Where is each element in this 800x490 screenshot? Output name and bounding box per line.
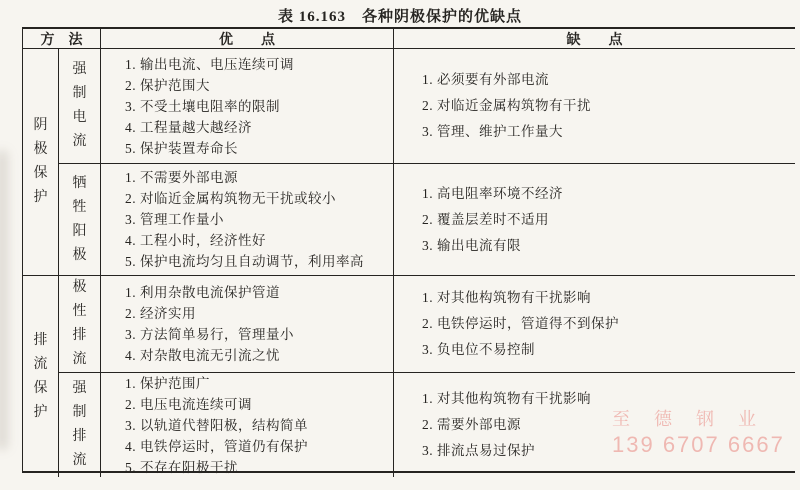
- cons-item: 3. 管理、维护工作量大: [422, 124, 563, 139]
- pros-cell: [101, 373, 394, 477]
- group-label-char: 流: [33, 356, 48, 372]
- table-section: [23, 49, 795, 275]
- pros-item: 4. 电铁停运时，管道仍有保护: [125, 438, 308, 454]
- watermark-company: 至德钢业: [612, 409, 780, 429]
- pros-cons-table: [22, 27, 795, 473]
- pros-item: 1. 保护范围广: [125, 375, 210, 391]
- method-label: [59, 49, 100, 163]
- header-pros: 优 点: [101, 29, 394, 48]
- method-label-char: 强: [72, 62, 87, 77]
- group-label-char: 极: [33, 142, 48, 157]
- pros-item: 3. 方法简单易行，管理量小: [125, 327, 294, 342]
- group-label-char: 保: [33, 166, 48, 181]
- cons-cell: [394, 164, 795, 275]
- table-body: [23, 49, 795, 477]
- cons-item: 2. 需要外部电源: [422, 417, 521, 432]
- pros-item: 3. 管理工作量小: [125, 212, 224, 227]
- method-label-char: 排: [72, 429, 87, 444]
- method-label-char: 流: [72, 453, 87, 468]
- method-cell: [59, 164, 101, 275]
- pros-item: 5. 保护电流均匀且自动调节，利用率高: [125, 254, 364, 269]
- pros-item: 4. 工程小时，经济性好: [125, 233, 266, 248]
- pros-item: 1. 利用杂散电流保护管道: [125, 285, 280, 300]
- cons-item: 2. 对临近金属构筑物有干扰: [422, 98, 591, 113]
- method-label-char: 牺: [72, 175, 87, 191]
- pros-item: 5. 保护装置寿命长: [125, 140, 238, 156]
- method-cell: [59, 373, 101, 477]
- cons-item: 3. 排流点易过保护: [422, 443, 535, 458]
- pros-item: 2. 对临近金属构筑物无干扰或较小: [125, 191, 336, 206]
- cons-cell: [394, 49, 795, 163]
- method-rows: [59, 49, 795, 275]
- table-row: [59, 163, 795, 275]
- pros-item: 3. 不受土壤电阻率的限制: [125, 98, 280, 114]
- method-label-char: 电: [72, 110, 87, 125]
- table-header-row: [23, 29, 795, 49]
- header-cons: 缺 点: [566, 32, 623, 48]
- method-label-char: 极: [72, 247, 87, 263]
- group-label-char: 护: [33, 404, 48, 420]
- header-method: 方 法: [23, 29, 101, 48]
- pros-item: 1. 输出电流、电压连续可调: [125, 56, 294, 72]
- table-title: 表 16.163 各种阴极保护的优缺点: [277, 9, 522, 25]
- method-label-char: 制: [72, 86, 87, 101]
- pros-item: 4. 工程量越大越经济: [125, 119, 252, 135]
- cons-item: 1. 高电阻率环境不经济: [422, 185, 563, 201]
- pros-item: 2. 经济实用: [125, 306, 196, 321]
- method-label: [59, 276, 100, 372]
- method-label-char: 牲: [72, 199, 87, 215]
- group-cell: [23, 276, 59, 477]
- method-label-char: 强: [72, 381, 87, 396]
- method-label-char: 流: [72, 352, 87, 367]
- pros-item: 1. 不需要外部电源: [125, 170, 238, 185]
- pros-cell: [101, 164, 394, 275]
- table-section: [23, 275, 795, 477]
- cons-item: 1. 对其他构筑物有干扰影响: [422, 391, 591, 406]
- group-cell: [23, 49, 59, 275]
- watermark-phone: 139 6707 6667: [612, 432, 785, 457]
- method-label-char: 阳: [72, 223, 87, 239]
- method-rows: [59, 276, 795, 477]
- table-row: [59, 276, 795, 372]
- pros-cell: [101, 49, 394, 163]
- cons-item: 1. 对其他构筑物有干扰影响: [422, 290, 591, 305]
- method-label: [59, 164, 100, 275]
- group-label: [23, 276, 58, 477]
- cons-item: 1. 必须要有外部电流: [422, 72, 549, 87]
- cons-item: 2. 覆盖层差时不适用: [422, 211, 549, 227]
- cons-cell: [394, 276, 795, 372]
- method-label-char: 制: [72, 405, 87, 420]
- method-label-char: 流: [72, 134, 87, 149]
- method-label: [59, 373, 100, 477]
- group-label-char: 排: [33, 332, 48, 348]
- group-label: [23, 49, 58, 275]
- method-cell: [59, 49, 101, 163]
- cons-cell: [394, 373, 795, 477]
- group-label-char: 护: [33, 190, 48, 205]
- table-row: [59, 372, 795, 477]
- cons-item: 2. 电铁停运时，管道得不到保护: [422, 316, 619, 331]
- method-label-char: 性: [72, 304, 87, 319]
- method-label-char: 排: [72, 328, 87, 343]
- group-label-char: 保: [33, 380, 48, 396]
- pros-item: 2. 电压电流连续可调: [125, 396, 252, 412]
- cons-item: 3. 输出电流有限: [422, 237, 521, 253]
- cons-item: 3. 负电位不易控制: [422, 342, 535, 357]
- group-label-char: 阴: [33, 118, 48, 133]
- pros-item: 3. 以轨道代替阳极，结构简单: [125, 417, 308, 433]
- pros-cell: [101, 276, 394, 372]
- pros-item: 5. 不存在阳极干扰: [125, 459, 238, 475]
- table-row: [59, 49, 795, 163]
- method-cell: [59, 276, 101, 372]
- pros-item: 4. 对杂散电流无引流之忧: [125, 348, 280, 363]
- pros-item: 2. 保护范围大: [125, 77, 210, 93]
- method-label-char: 极: [72, 280, 87, 295]
